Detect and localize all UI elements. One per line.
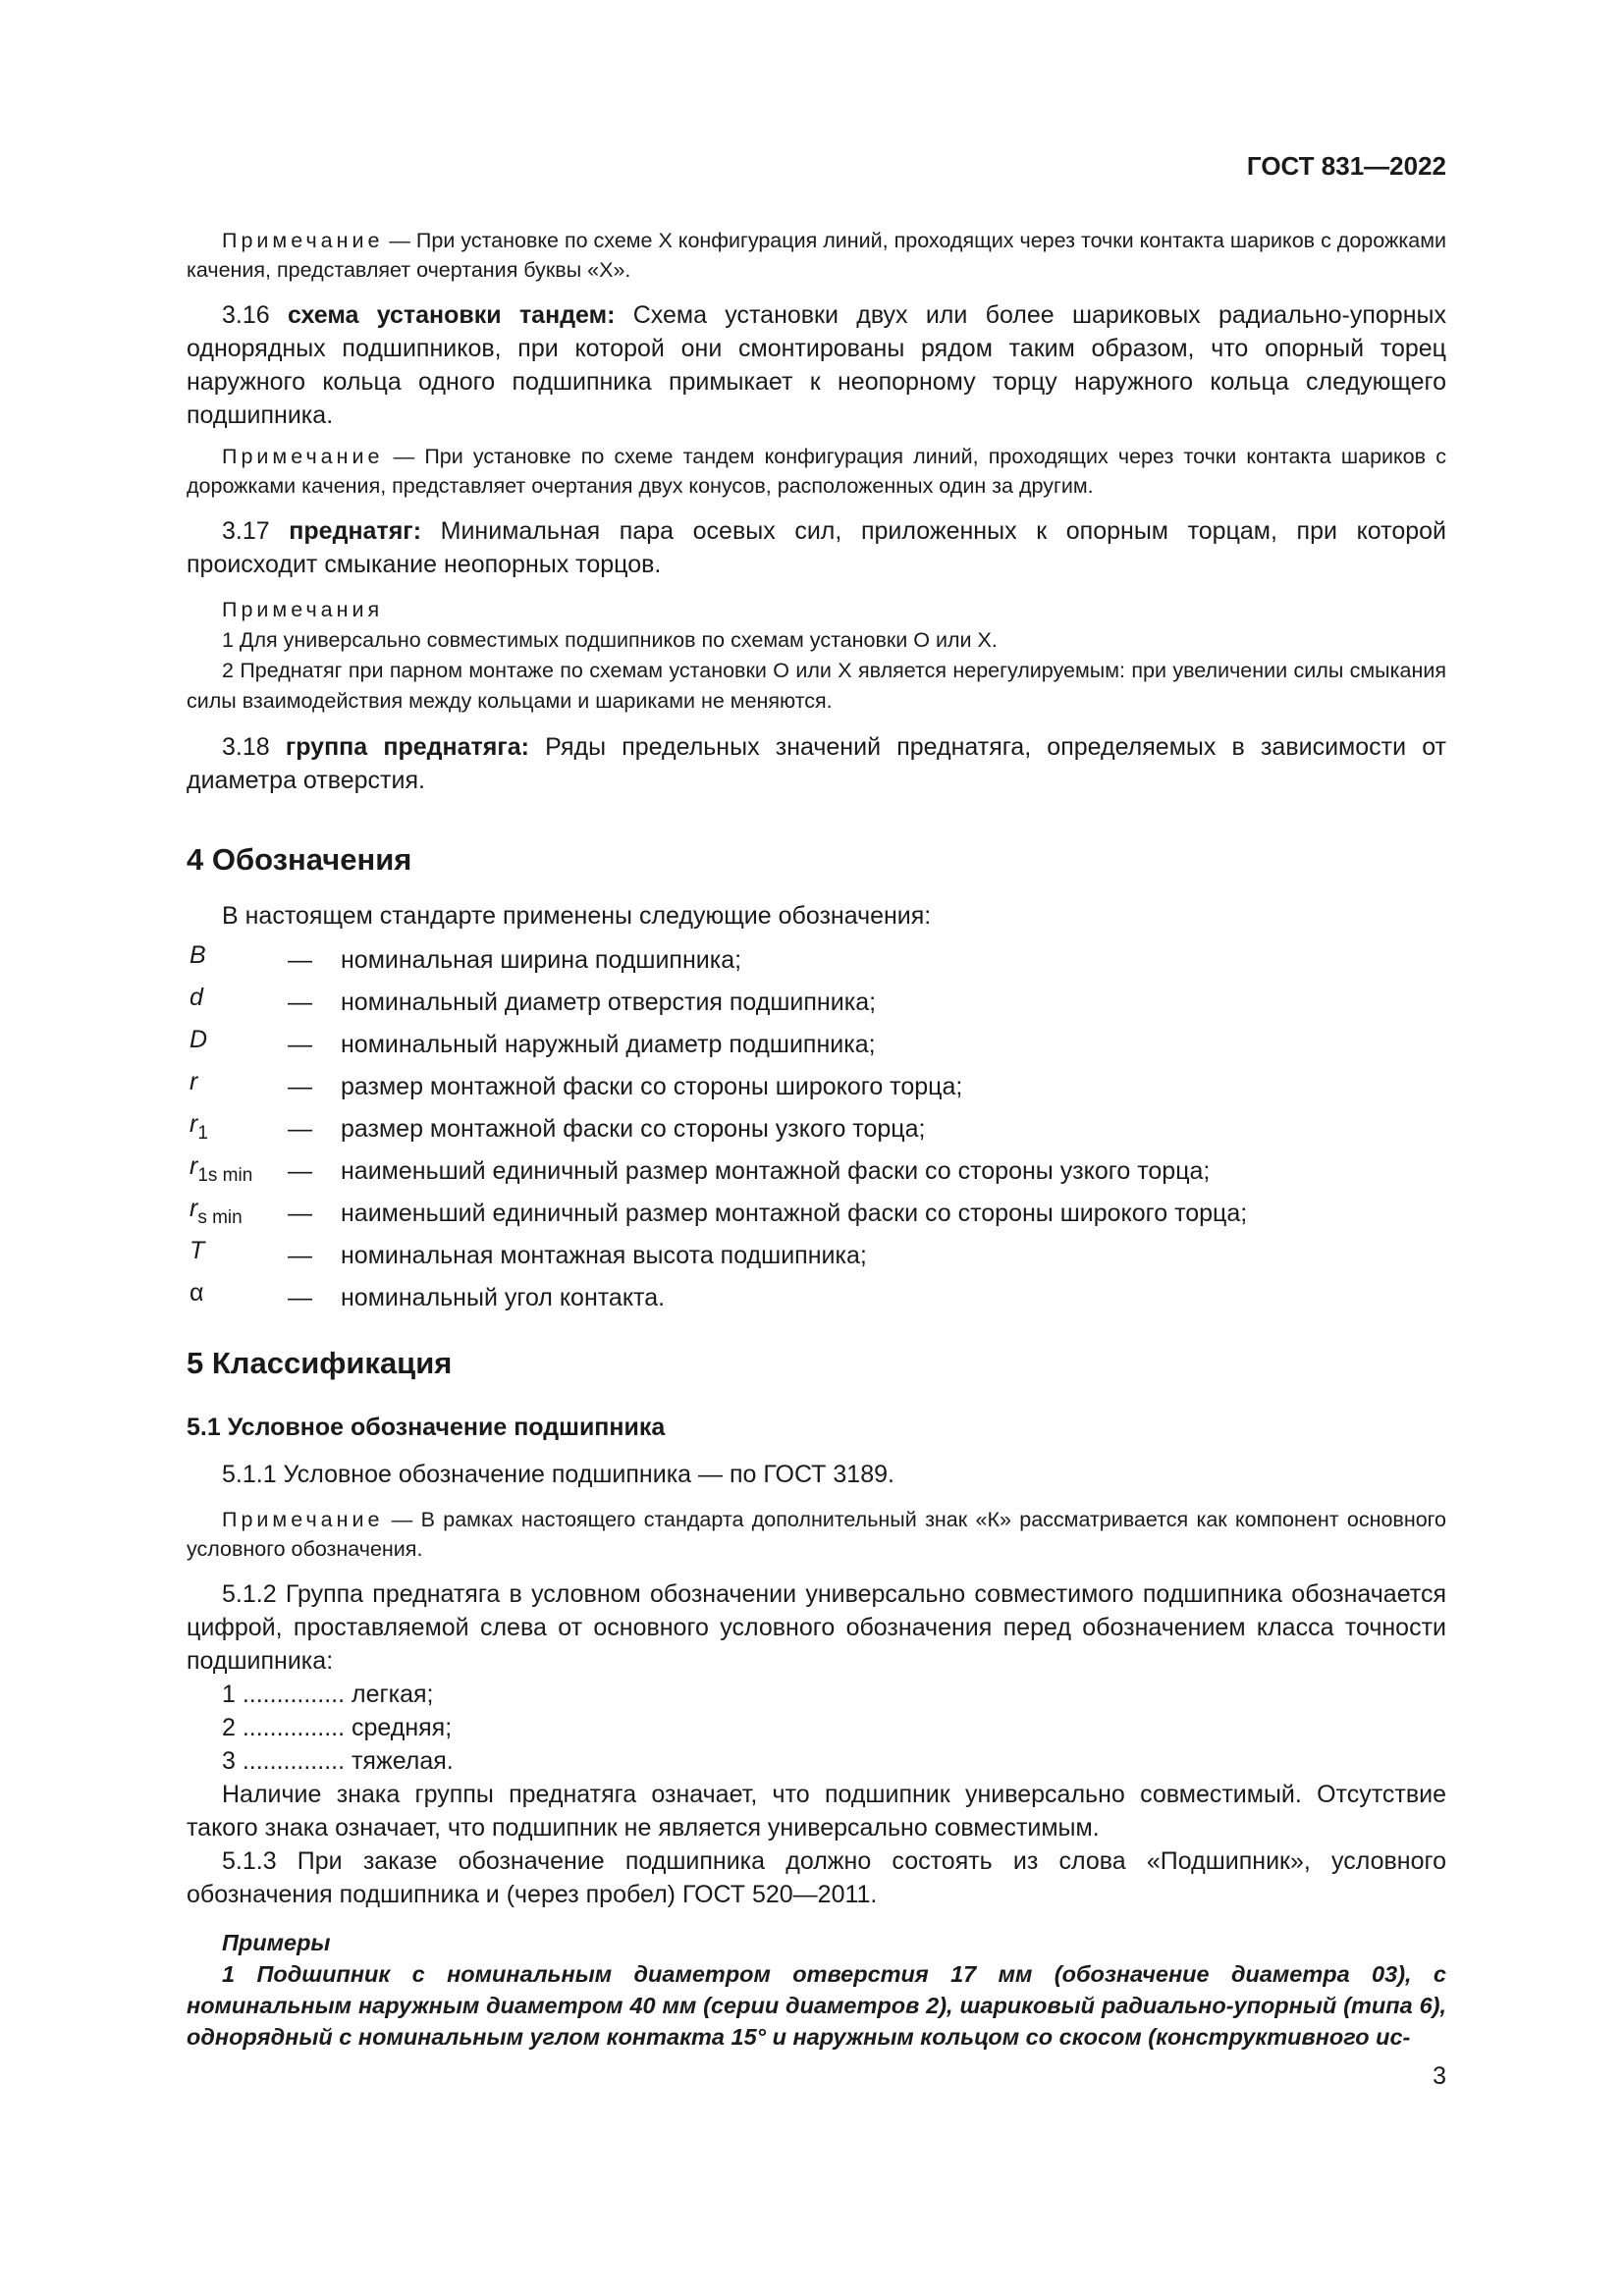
- clause-5-1-3: 5.1.3 При заказе обозначение подшипника должно состоять из слова «Подшипник», условного обозначения подшипника и (через пробел) ГОСТ 520—2011.: [187, 1847, 1446, 1908]
- symbol: d: [189, 983, 203, 1011]
- note-label: Примечание: [222, 1508, 384, 1531]
- symbol: r: [189, 1067, 198, 1095]
- note-label: Примечание: [222, 445, 384, 468]
- note-5-1-1: [187, 1505, 1446, 1564]
- clause-number: 3.18: [222, 733, 286, 761]
- preload-level: 1 ............... легкая;: [222, 1681, 434, 1708]
- clause-5-1-2: 5.1.2 Группа преднатяга в условном обозначении универсально совместимого подшипника обозначается цифрой, проставляемой слева от основного условного обозначения перед обозначением класса точности подшипника:: [187, 1580, 1446, 1675]
- symbol-row: [189, 938, 1446, 981]
- dash: —: [288, 1072, 312, 1100]
- symbol-row: [189, 1149, 1446, 1192]
- symbol-description: наименьший единичный размер монтажной фаски со стороны узкого торца;: [341, 1156, 1211, 1185]
- preload-level: 2 ............... средняя;: [222, 1714, 453, 1741]
- symbol-description: номинальный наружный диаметр подшипника;: [341, 1030, 876, 1058]
- dash: —: [288, 1241, 312, 1269]
- section-4-title: 4 Обозначения: [187, 842, 412, 877]
- document-id: ГОСТ 831—2022: [1246, 151, 1446, 181]
- symbol-row: [189, 1234, 1446, 1276]
- symbol-row: [189, 1107, 1446, 1149]
- symbol-row: [189, 1192, 1446, 1234]
- clause-3-16: [187, 298, 1446, 432]
- term: схема установки тандем:: [287, 301, 616, 329]
- symbol-description: номинальный диаметр отверстия подшипника;: [341, 988, 877, 1016]
- symbol: $r_{s min}$: [189, 1194, 243, 1228]
- preload-level: 3 ............... тяжелая.: [222, 1747, 454, 1775]
- symbol: T: [189, 1236, 205, 1264]
- symbol-row: [189, 1065, 1446, 1107]
- dash: —: [288, 1114, 312, 1143]
- symbol-description: номинальный угол контакта.: [341, 1283, 666, 1311]
- clause-text: Схема установки двух или более шариковых радиально-упорных однорядных подшипников, при которой они смонтированы рядом таким образом, что опорный торец наружного кольца одного подшипника примыкает к неопорному торцу наружного кольца следующего подшипника.: [187, 301, 1446, 429]
- clause-5-1-2-text: Наличие знака группы преднатяга означает, что подшипник универсально совместимый. Отсутствие такого знака означает, что подшипник не является универсально совместимым.: [187, 1781, 1446, 1842]
- symbol: α: [189, 1278, 204, 1307]
- note-text: — При установке по схеме X конфигурация линий, проходящих через точки контакта шариков с дорожками качения, представляет очертания буквы «X».: [187, 229, 1446, 282]
- subsection-5-1-title: 5.1 Условное обозначение подшипника: [187, 1414, 666, 1441]
- note-item: 1 Для универсально совместимых подшипников по схемам установки О или X.: [222, 628, 998, 652]
- section-5-title: 5 Классификация: [187, 1346, 453, 1380]
- symbol-description: наименьший единичный размер монтажной фаски со стороны широкого торца;: [341, 1199, 1248, 1227]
- symbol: B: [189, 940, 206, 969]
- section-4-intro: В настоящем стандарте применены следующие обозначения:: [222, 902, 932, 930]
- note-3-15: [187, 226, 1446, 285]
- symbol: D: [189, 1025, 208, 1053]
- dash: —: [288, 1199, 312, 1227]
- symbol-description: размер монтажной фаски со стороны узкого торца;: [341, 1114, 926, 1143]
- clause-5-1-1: 5.1.1 Условное обозначение подшипника — по ГОСТ 3189.: [222, 1461, 894, 1488]
- dash: —: [288, 1283, 312, 1311]
- note-text: — При установке по схеме тандем конфигурация линий, проходящих через точки контакта шариков с дорожками качения, представляет очертания двух конусов, расположенных один за другим.: [187, 445, 1446, 498]
- dash: —: [288, 988, 312, 1016]
- dash: —: [288, 1156, 312, 1185]
- symbol-row: [189, 1023, 1446, 1065]
- clause-number: 3.16: [222, 301, 288, 329]
- symbols-list: [187, 938, 1446, 1318]
- dash: —: [288, 945, 312, 974]
- notes-label: Примечания: [222, 598, 384, 621]
- symbol-description: номинальная монтажная высота подшипника;: [341, 1241, 867, 1269]
- page-number: 3: [1433, 2062, 1446, 2090]
- note-item: 2 Преднатяг при парном монтаже по схемам установки О или X является нерегулируемым: при увеличении силы смыкания силы взаимодействия между кольцами и шариками не меняются.: [187, 659, 1446, 713]
- symbol-row: [189, 981, 1446, 1023]
- example-1: 1 Подшипник с номинальным диаметром отверстия 17 мм (обозначение диаметра 03), с номинальным наружным диаметром 40 мм (серии диаметров 2), шариковый радиально-упорный (типа 6), однорядный с номинальным углом контакта 15° и наружным кольцом со скосом (конструктивного ис-: [187, 1961, 1446, 2050]
- dash: —: [288, 1030, 312, 1058]
- clause-3-18: [187, 730, 1446, 797]
- note-3-16: [187, 442, 1446, 501]
- clause-text: Минимальная пара осевых сил, приложенных к опорным торцам, при которой происходит смыкание неопорных торцов.: [187, 517, 1447, 578]
- examples-label: Примеры: [222, 1930, 331, 1955]
- symbol-row: [189, 1276, 1446, 1318]
- symbol-description: размер монтажной фаски со стороны широкого торца;: [341, 1072, 963, 1100]
- clause-3-17: [187, 514, 1446, 581]
- term: преднатяг:: [289, 517, 422, 545]
- term: группа преднатяга:: [285, 733, 529, 761]
- note-label: Примечание: [222, 229, 384, 252]
- page-content: [187, 226, 1446, 2053]
- symbol: $r_1$: [189, 1109, 208, 1144]
- notes-3-17: [187, 595, 1446, 717]
- note-text: — В рамках настоящего стандарта дополнительный знак «К» рассматривается как компонент основного условного обозначения.: [187, 1508, 1446, 1561]
- clause-number: 3.17: [222, 517, 290, 545]
- symbol-description: номинальная ширина подшипника;: [341, 945, 742, 974]
- symbol: $r_{1s min}$: [189, 1151, 253, 1186]
- clause-text: Ряды предельных значений преднатяга, определяемых в зависимости от диаметра отверстия.: [187, 733, 1446, 794]
